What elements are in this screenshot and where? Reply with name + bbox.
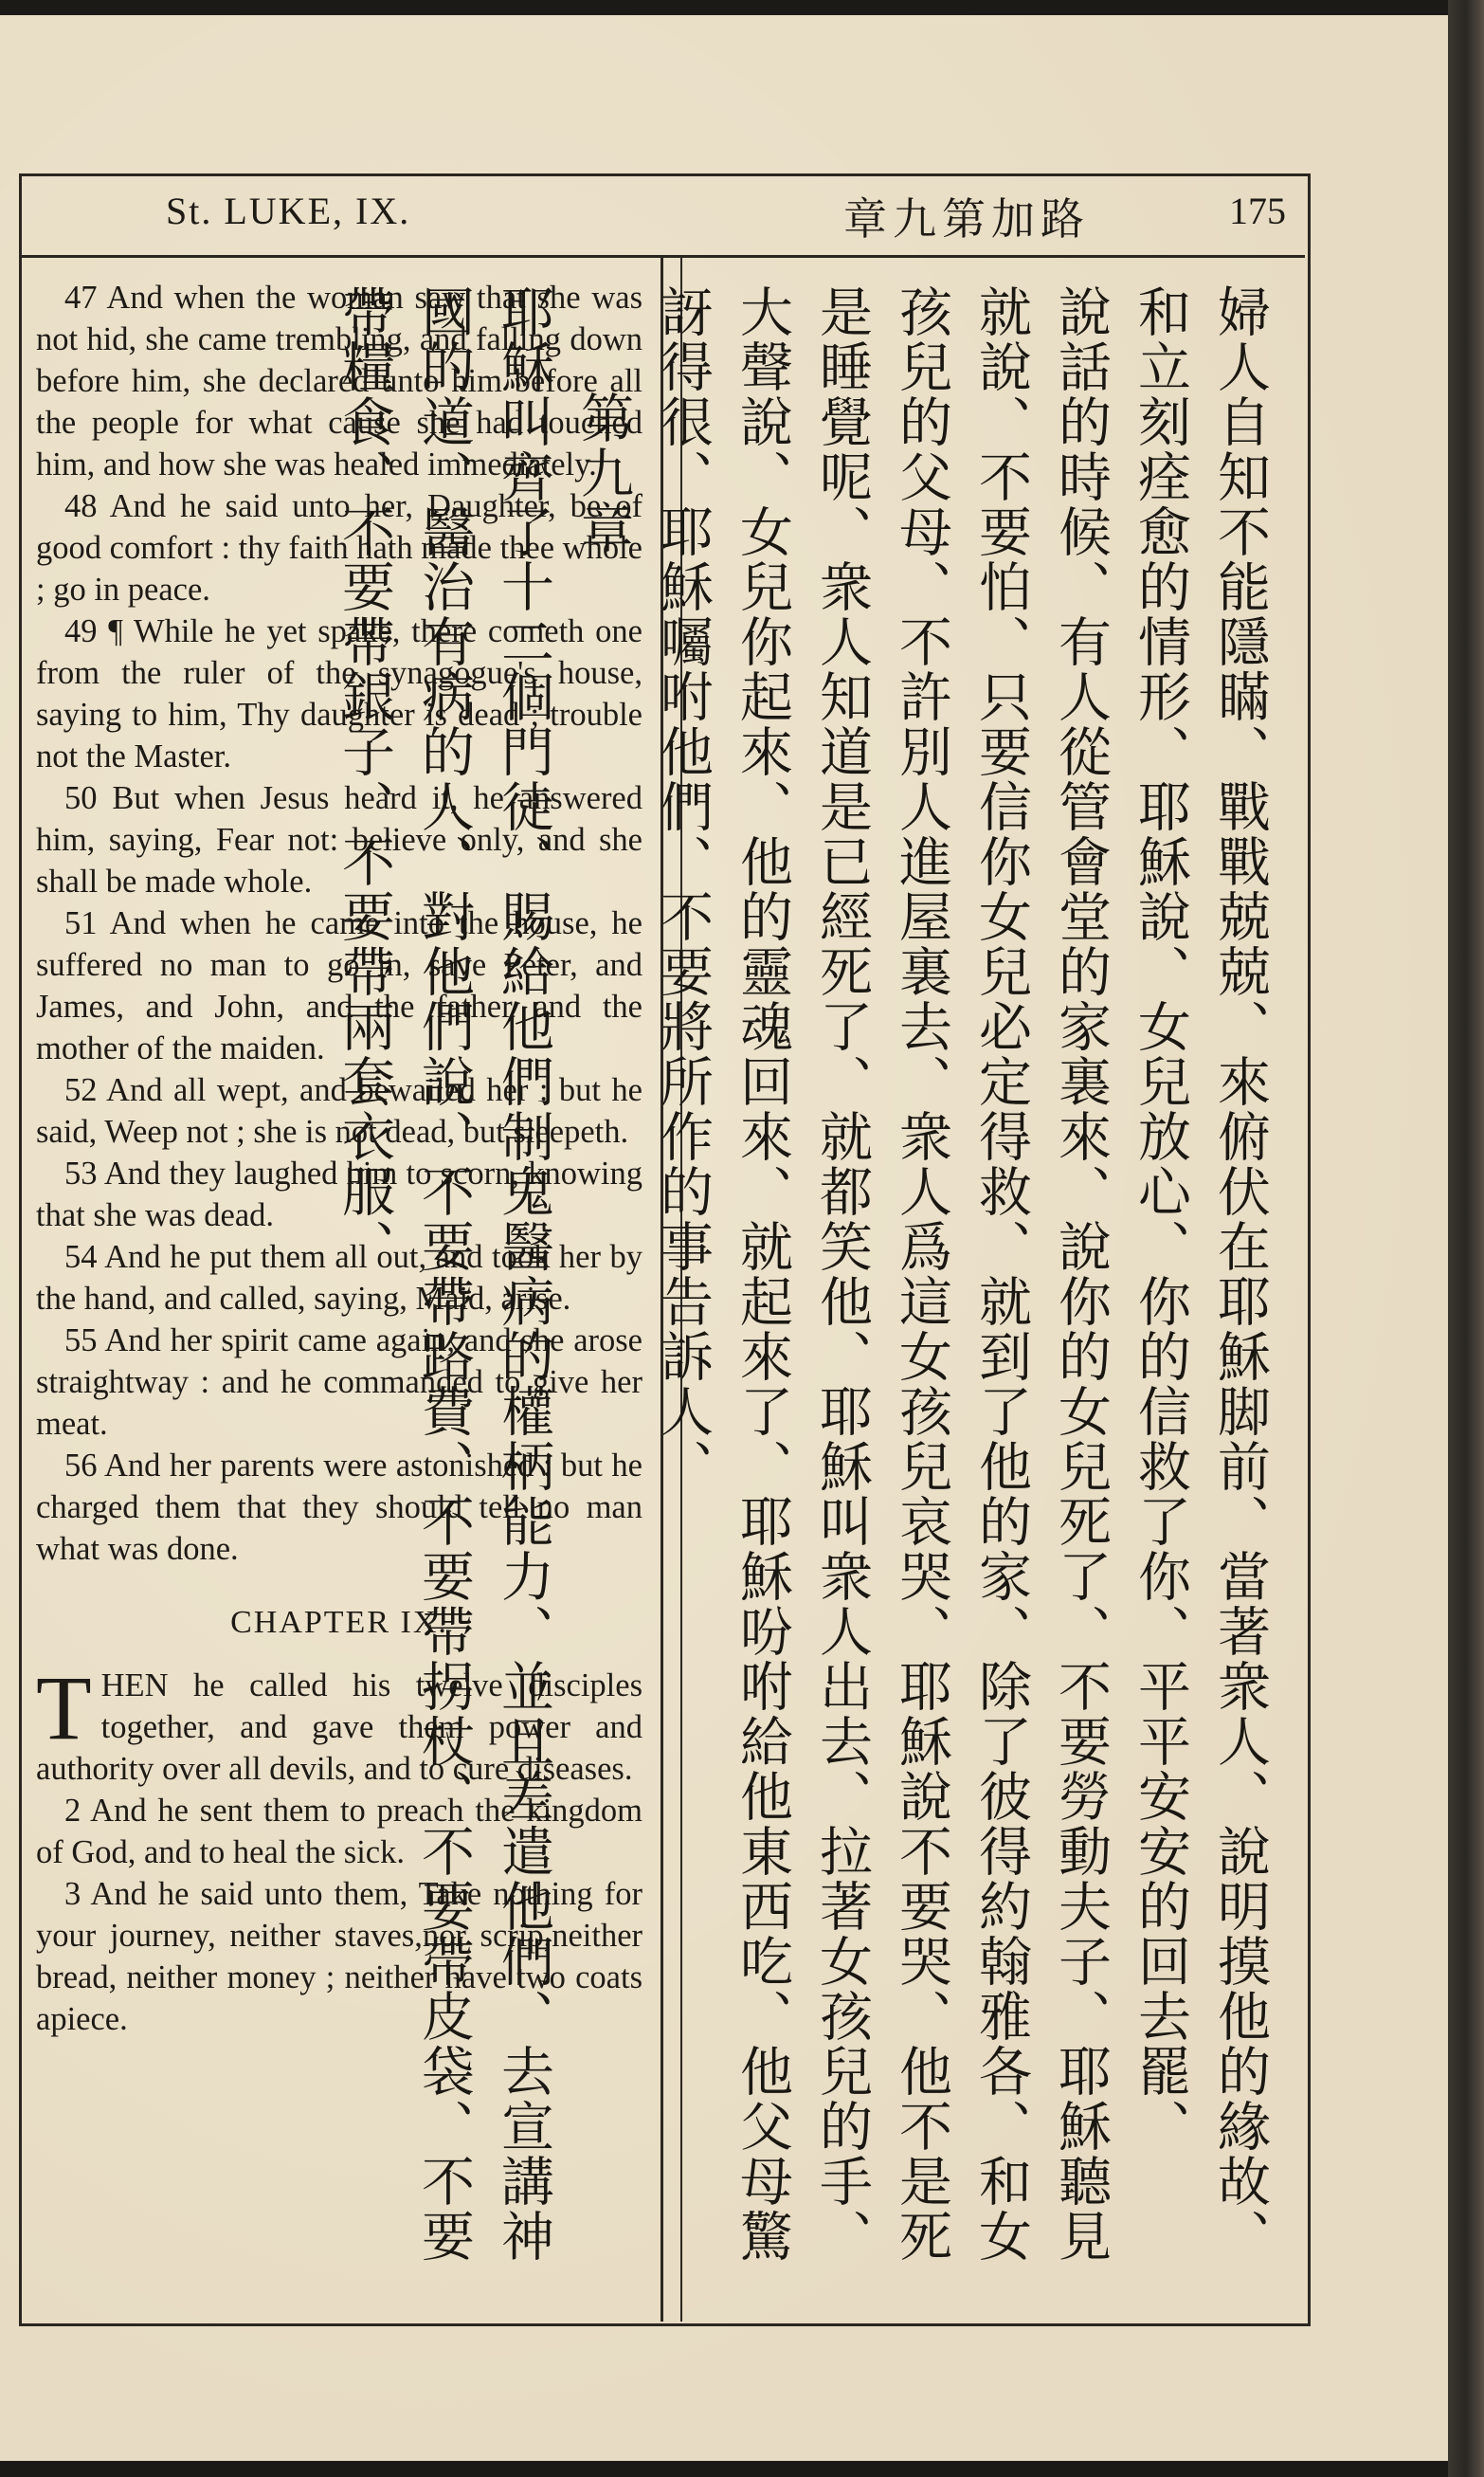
zh-verse-47 — [1120, 284, 1279, 2304]
drop-cap: T — [36, 1657, 92, 1758]
chapter-heading: CHAPTER IX. — [230, 1605, 448, 1640]
zh-verse-51-text: 就到了他的家、除了彼得約翰雅各、和女孩兒的父母、不許別人進屋裏去、 — [891, 284, 1032, 2264]
running-head-chinese: 章九第加路 — [843, 193, 1090, 245]
verse-51: 51 And when he came into the house, he suffered no man to go in, save Peter, and James, and John, and the father and the mother of the maiden. — [36, 905, 642, 1066]
verse-52: 52 And all wept, and bewailed her : but he said, Weep not ; she is not dead, but sleepeth. — [36, 1072, 642, 1150]
verse-50: 50 But when Jesus heard it, he answered him, saying, Fear not: believe only, and she shall be made whole. — [36, 780, 642, 900]
zh-chapter-body — [324, 284, 563, 2304]
zh-verse-53-text: 衆人知道是已經死了、就都笑他、 — [811, 559, 873, 1384]
verse-53: 53 And they laughed him to scorn, knowing that she was dead. — [36, 1156, 642, 1233]
book-binding-edge — [1448, 0, 1484, 2477]
running-head-english: St. LUKE, IX. — [166, 190, 411, 232]
zh-verse-48-text: 耶穌說、女兒放心、你的信救了你、平平安安的回去罷、 — [1130, 779, 1191, 2154]
page-number: 175 — [1229, 190, 1286, 232]
zh-verse-49-text: 說話的時候、有人從管會堂的家裏來、說你的女兒死了、不要勞動夫子、 — [1050, 284, 1112, 2044]
verse-47: 47 And when the woman saw that she was not hid, she came trembling, and falling down before him, she declared unto him before all the people for what cause she had touched him, and how she was healed immediately. — [36, 280, 642, 483]
zh-verse-55-text: 他的靈魂回來、就起來了、耶穌吩咐給他東西吃、 — [732, 834, 793, 2044]
verse-3: 3 And he said unto them, Take nothing for your journey, neither staves,nor scrip,neither bread, neither money ; neither have two coats apiece. — [36, 1876, 642, 2037]
verse-49: 49 ¶ While he yet spake, there cometh one from the ruler of the synagogue's house, saying to him, Thy daughter is dead ; trouble not the Master. — [36, 613, 642, 774]
zh-verse-47-text: 婦人自知不能隱瞞、戰戰兢兢、來俯伏在耶穌脚前、當著衆人、說明摸他的緣故、和立刻痊愈的情形、 — [1130, 284, 1271, 2264]
verse-56: 56 And her parents were astonished : but he charged them that they should tell no man what was done. — [36, 1448, 642, 1567]
verse-55: 55 And her spirit came again, and she arose straightway : and he commanded to give her meat. — [36, 1322, 642, 1442]
verse-1-text: HEN he called his twelve disciples together, and gave them power and authority over all devils, and to cure diseases. — [36, 1667, 642, 1787]
zh-verse-52-text: 衆人爲這女孩兒哀哭、耶穌說不要哭、他不是死是睡覺呢、 — [811, 284, 952, 2264]
zh-verse-56-text: 他父母驚訝得很、耶穌囑咐他們、不要將所作的事告訴人、 — [652, 284, 793, 2264]
verse-48: 48 And he said unto her, Daughter, be of good comfort : thy faith hath made thee whole ; go in peace. — [36, 488, 642, 608]
verse-54: 54 And he put them all out, and took her by the hand, and called, saying, Maid, arise. — [36, 1239, 642, 1317]
zh-chapter-title: 第九章 — [572, 391, 634, 556]
zh-verse-50-text: 耶穌聽見就說、不要怕、只要信你女兒必定得救、 — [970, 284, 1112, 2264]
zh-verse-3-text: 對他們說、不要帶路費、不要帶拐杖、不要帶皮袋、不要帶糧食、不要帶銀子、不要帶兩套衣服、 — [334, 284, 475, 2264]
verse-2: 2 And he sent them to preach the kingdom of God, and to heal the sick. — [36, 1793, 642, 1870]
zh-verse-2-text: 並且差遣他們、去宣講神國的道、醫治有病的人、 — [413, 284, 554, 2264]
zh-verse-49 — [642, 284, 1120, 2304]
zh-verse-54-text: 耶穌叫衆人出去、拉著女孩兒的手、大聲說、女兒你起來、 — [732, 284, 873, 2264]
zh-verse-1-text: 耶穌叫齊了十二個門徒、賜給他們制鬼醫病的權柄能力、 — [493, 284, 554, 1659]
running-header — [19, 173, 1305, 258]
